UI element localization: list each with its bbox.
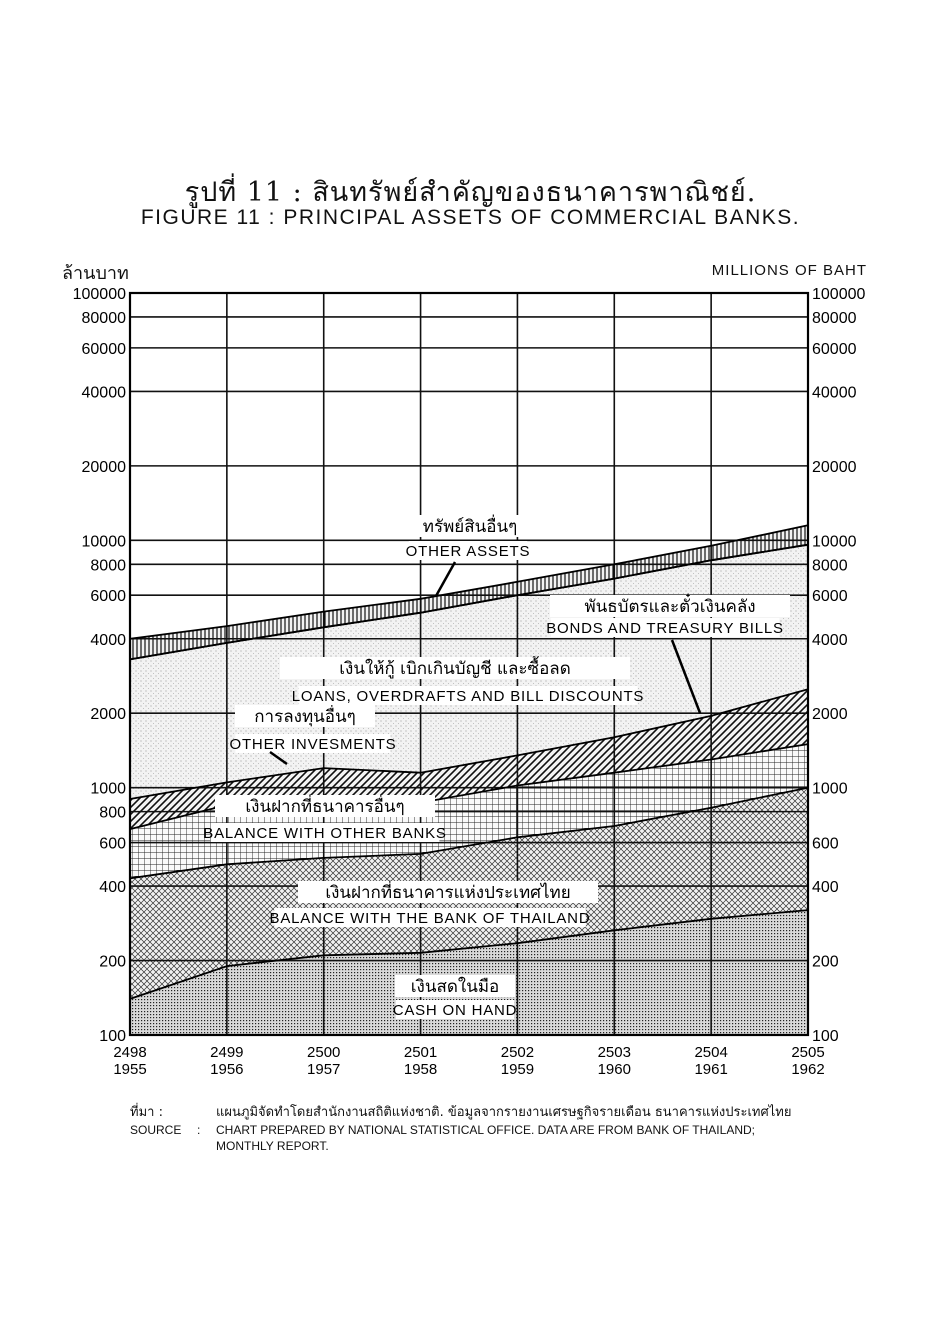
x-tick-ad-1958: 1958 xyxy=(403,1061,438,1078)
series-label-th-cash-on-hand: เงินสดในมือ xyxy=(410,977,500,997)
series-label-balance-other-banks: BALANCE WITH OTHER BANKS xyxy=(203,825,447,842)
y-axis-label-english: MILLIONS OF BAHT xyxy=(711,262,867,279)
x-tick-be-2499: 2499 xyxy=(210,1044,244,1061)
x-tick-ad-1956: 1956 xyxy=(210,1061,244,1078)
x-tick-ad-1960: 1960 xyxy=(597,1061,631,1078)
y-tick-left-8000: 8000 xyxy=(90,557,126,575)
arrow-other-assets xyxy=(436,562,455,596)
y-tick-left-400: 400 xyxy=(99,879,126,897)
y-tick-left-60000: 60000 xyxy=(81,340,126,358)
y-tick-left-100: 100 xyxy=(99,1028,126,1045)
x-tick-ad-1955: 1955 xyxy=(113,1061,147,1078)
y-tick-right-4000: 4000 xyxy=(812,631,848,649)
series-label-other-investments: OTHER INVESMENTS xyxy=(229,736,397,753)
source-separator: : xyxy=(197,1123,201,1137)
series-label-cash-on-hand: CASH ON HAND xyxy=(392,1002,518,1019)
y-tick-right-400: 400 xyxy=(812,879,839,897)
y-tick-left-2000: 2000 xyxy=(90,706,126,724)
series-label-th-balance-bank-of-thailand: เงินฝากที่ธนาคารแห่งประเทศไทย xyxy=(325,883,571,903)
y-tick-left-1000: 1000 xyxy=(90,780,126,798)
x-tick-be-2503: 2503 xyxy=(597,1044,631,1061)
y-tick-left-80000: 80000 xyxy=(81,309,126,327)
y-tick-right-100: 100 xyxy=(812,1028,839,1045)
series-label-balance-bank-of-thailand: BALANCE WITH THE BANK OF THAILAND xyxy=(269,910,591,927)
x-tick-ad-1957: 1957 xyxy=(307,1061,341,1078)
series-label-th-other-investments: การลงทุนอื่นๆ xyxy=(254,707,356,727)
x-tick-be-2502: 2502 xyxy=(500,1044,535,1061)
source-text-thai: แผนภูมิจัดทำโดยสำนักงานสถิติแห่งชาติ. ข้อมูลจากรายงานเศรษฐกิจรายเดือน ธนาคารแห่งประเทศไทย xyxy=(216,1105,792,1120)
y-tick-right-80000: 80000 xyxy=(812,309,857,327)
series-label-loans-overdrafts: LOANS, OVERDRAFTS AND BILL DISCOUNTS xyxy=(291,688,645,705)
x-tick-be-2498: 2498 xyxy=(113,1044,147,1061)
series-label-th-other-assets: ทรัพย์สินอื่นๆ xyxy=(422,517,518,537)
y-tick-right-1000: 1000 xyxy=(812,780,848,798)
y-tick-right-2000: 2000 xyxy=(812,706,848,724)
y-tick-left-100000: 100000 xyxy=(72,286,126,303)
y-axis-label-thai: ล้านบาท xyxy=(62,263,129,284)
x-tick-be-2505: 2505 xyxy=(791,1044,825,1061)
y-tick-left-600: 600 xyxy=(99,835,126,853)
y-tick-left-4000: 4000 xyxy=(90,631,126,649)
series-label-th-balance-other-banks: เงินฝากที่ธนาคารอื่นๆ xyxy=(245,797,405,817)
y-tick-right-600: 600 xyxy=(812,835,839,853)
x-tick-ad-1962: 1962 xyxy=(791,1061,825,1078)
chart-title-english: FIGURE 11 : PRINCIPAL ASSETS OF COMMERCIAL BANKS. xyxy=(140,206,801,229)
series-label-th-bonds-treasury-bills: พันธบัตรและตั๋วเงินคลัง xyxy=(584,597,756,617)
y-tick-right-40000: 40000 xyxy=(812,384,857,402)
series-label-bonds-treasury-bills: BONDS AND TREASURY BILLS xyxy=(546,620,784,637)
x-tick-ad-1961: 1961 xyxy=(694,1061,728,1078)
y-tick-right-100000: 100000 xyxy=(812,286,866,303)
source-label: SOURCE xyxy=(130,1123,182,1137)
y-tick-left-20000: 20000 xyxy=(81,458,126,476)
y-tick-right-8000: 8000 xyxy=(812,557,848,575)
y-tick-left-40000: 40000 xyxy=(81,384,126,402)
y-tick-right-200: 200 xyxy=(812,953,839,971)
y-tick-right-60000: 60000 xyxy=(812,340,857,358)
x-tick-be-2504: 2504 xyxy=(694,1044,728,1061)
y-tick-right-10000: 10000 xyxy=(812,533,857,551)
source-text-line-1: CHART PREPARED BY NATIONAL STATISTICAL OFFICE. DATA ARE FROM BANK OF THAILAND; xyxy=(216,1123,755,1137)
series-label-other-assets: OTHER ASSETS xyxy=(405,543,531,560)
y-tick-right-6000: 6000 xyxy=(812,588,848,606)
series-label-th-loans-overdrafts: เงินให้กู้ เบิกเกินบัญชี และซื้อลด xyxy=(339,659,571,679)
source-label-thai: ที่มา : xyxy=(130,1105,163,1120)
x-tick-be-2501: 2501 xyxy=(403,1044,438,1061)
x-tick-ad-1959: 1959 xyxy=(500,1061,535,1078)
source-text-line-2: MONTHLY REPORT. xyxy=(216,1139,329,1153)
chart-title-thai: รูปที่ 11 : สินทรัพย์สำคัญของธนาคารพาณิชย์. xyxy=(184,177,757,208)
y-tick-right-20000: 20000 xyxy=(812,458,857,476)
y-tick-left-200: 200 xyxy=(99,953,126,971)
y-tick-left-800: 800 xyxy=(99,804,126,822)
x-tick-be-2500: 2500 xyxy=(307,1044,341,1061)
y-tick-left-10000: 10000 xyxy=(81,533,126,551)
y-tick-left-6000: 6000 xyxy=(90,588,126,606)
